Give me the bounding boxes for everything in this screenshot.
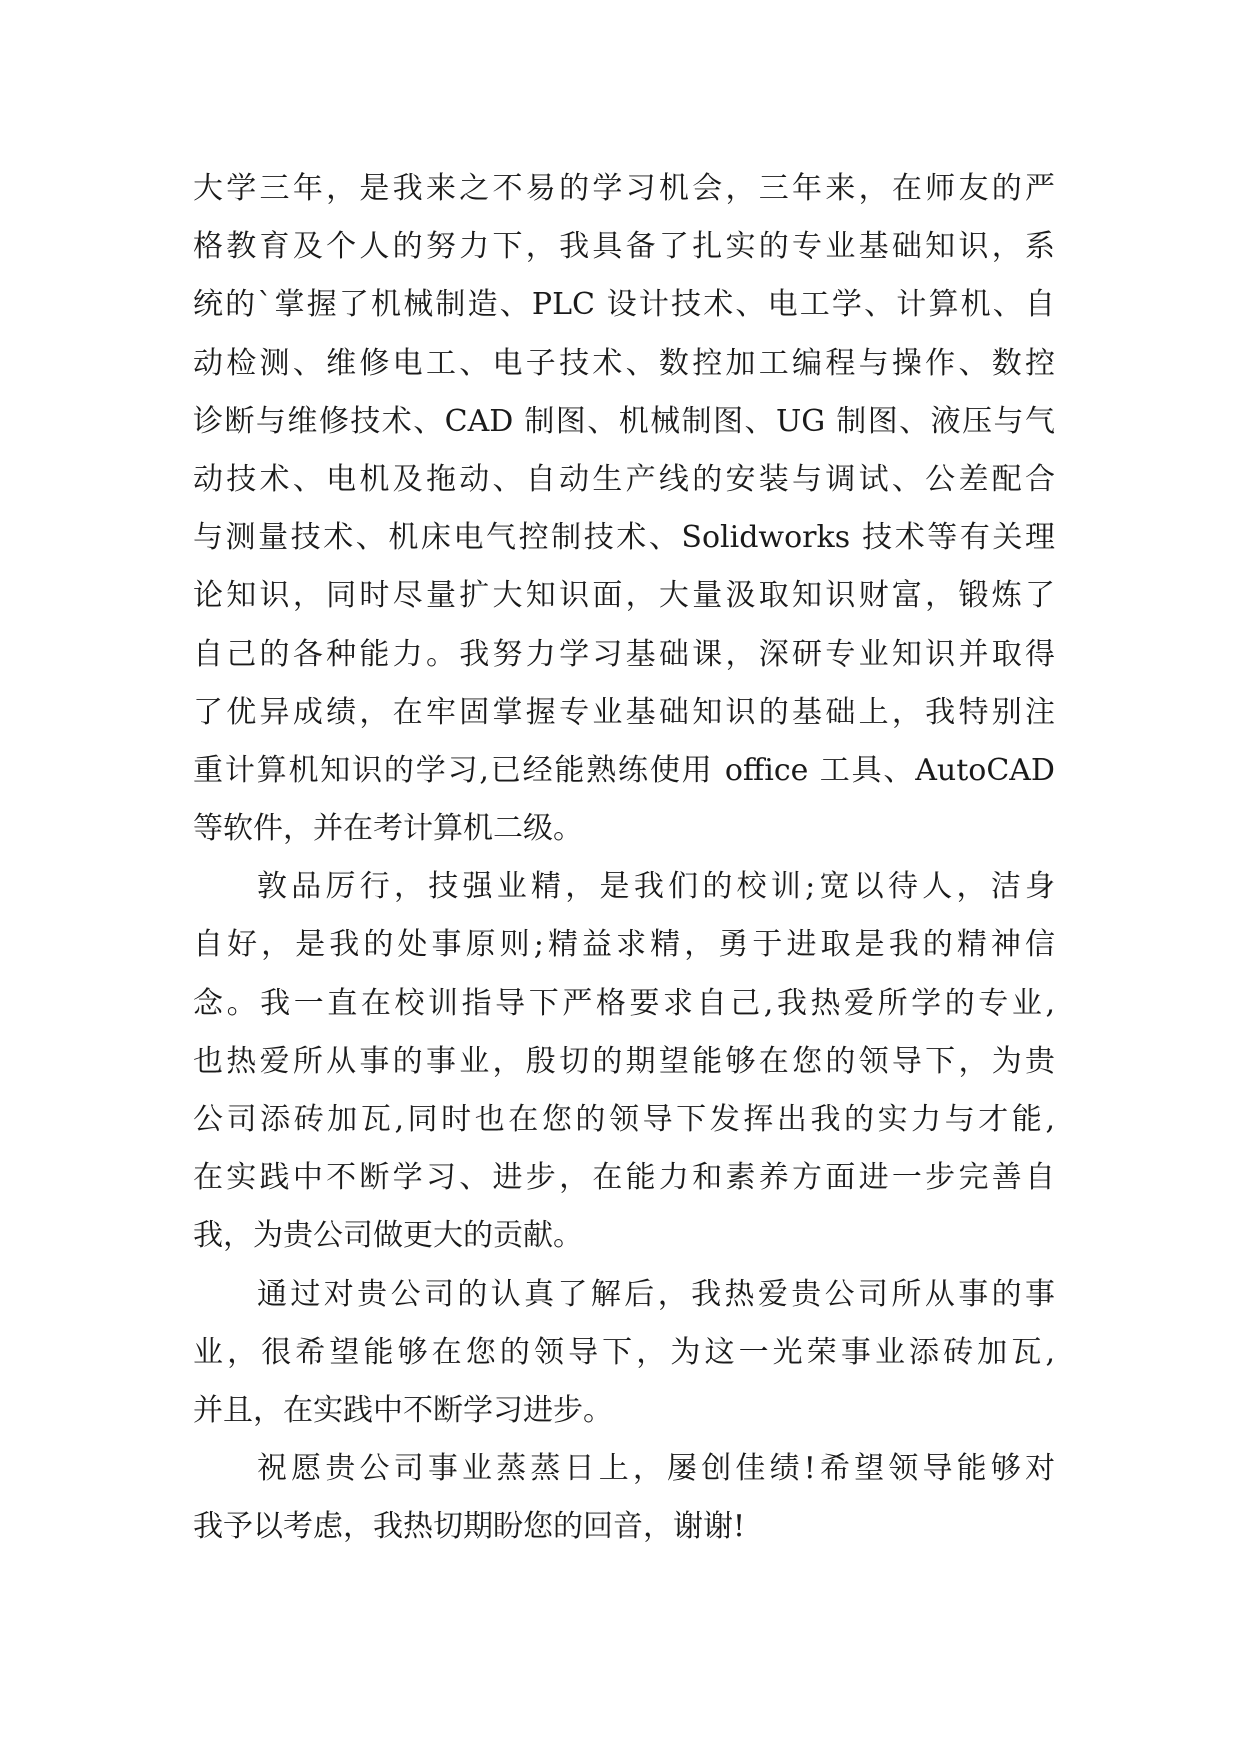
text-line: 并且，在实践中不断学习进步。 — [193, 1392, 613, 1428]
cover-letter-body — [193, 160, 1055, 1557]
text-line: 重计算机知识的学习,已经能熟练使用 office 工具、AutoCAD — [193, 752, 1055, 788]
text-line: 我，为贵公司做更大的贡献。 — [193, 1218, 583, 1254]
paragraph-2 — [193, 858, 1055, 1265]
text-line: 动技术、电机及拖动、自动生产线的安装与调试、公差配合 — [193, 461, 1055, 497]
paragraph-4 — [193, 1440, 1055, 1556]
text-line: 了优异成绩，在牢固掌握专业基础知识的基础上，我特别注 — [193, 694, 1055, 730]
text-line: 在实践中不断学习、进步，在能力和素养方面进一步完善自 — [193, 1160, 1055, 1196]
text-line: 业，很希望能够在您的领导下，为这一光荣事业添砖加瓦, — [193, 1334, 1055, 1370]
text-line: 大学三年，是我来之不易的学习机会，三年来，在师友的严 — [193, 171, 1055, 206]
paragraph-3 — [193, 1266, 1055, 1441]
text-line: 与测量技术、机床电气控制技术、Solidworks 技术等有关理 — [193, 520, 1055, 556]
text-line: 祝愿贵公司事业蒸蒸日上，屡创佳绩!希望领导能够对 — [257, 1451, 1055, 1487]
text-line: 我予以考虑，我热切期盼您的回音，谢谢! — [193, 1509, 746, 1545]
text-line: 诊断与维修技术、CAD 制图、机械制图、UG 制图、液压与气 — [193, 403, 1055, 439]
text-line: 论知识，同时尽量扩大知识面，大量汲取知识财富，锻炼了 — [193, 578, 1055, 614]
text-line: 自好，是我的处事原则;精益求精，勇于进取是我的精神信 — [193, 927, 1055, 963]
text-line: 统的`掌握了机械制造、PLC 设计技术、电工学、计算机、自 — [193, 287, 1055, 323]
text-line: 念。我一直在校训指导下严格要求自己,我热爱所学的专业, — [193, 985, 1055, 1021]
text-line: 敦品厉行，技强业精，是我们的校训;宽以待人，洁身 — [257, 869, 1055, 905]
text-line: 公司添砖加瓦,同时也在您的领导下发挥出我的实力与才能, — [193, 1102, 1055, 1137]
text-line: 自己的各种能力。我努力学习基础课，深研专业知识并取得 — [193, 636, 1055, 672]
text-line: 等软件，并在考计算机二级。 — [193, 811, 583, 847]
text-line: 通过对贵公司的认真了解后，我热爱贵公司所从事的事 — [257, 1276, 1055, 1312]
text-line: 格教育及个人的努力下，我具备了扎实的专业基础知识，系 — [193, 229, 1055, 265]
text-line: 动检测、维修电工、电子技术、数控加工编程与操作、数控 — [193, 345, 1055, 381]
text-line: 也热爱所从事的事业，殷切的期望能够在您的领导下，为贵 — [193, 1043, 1055, 1079]
paragraph-1 — [193, 160, 1055, 858]
